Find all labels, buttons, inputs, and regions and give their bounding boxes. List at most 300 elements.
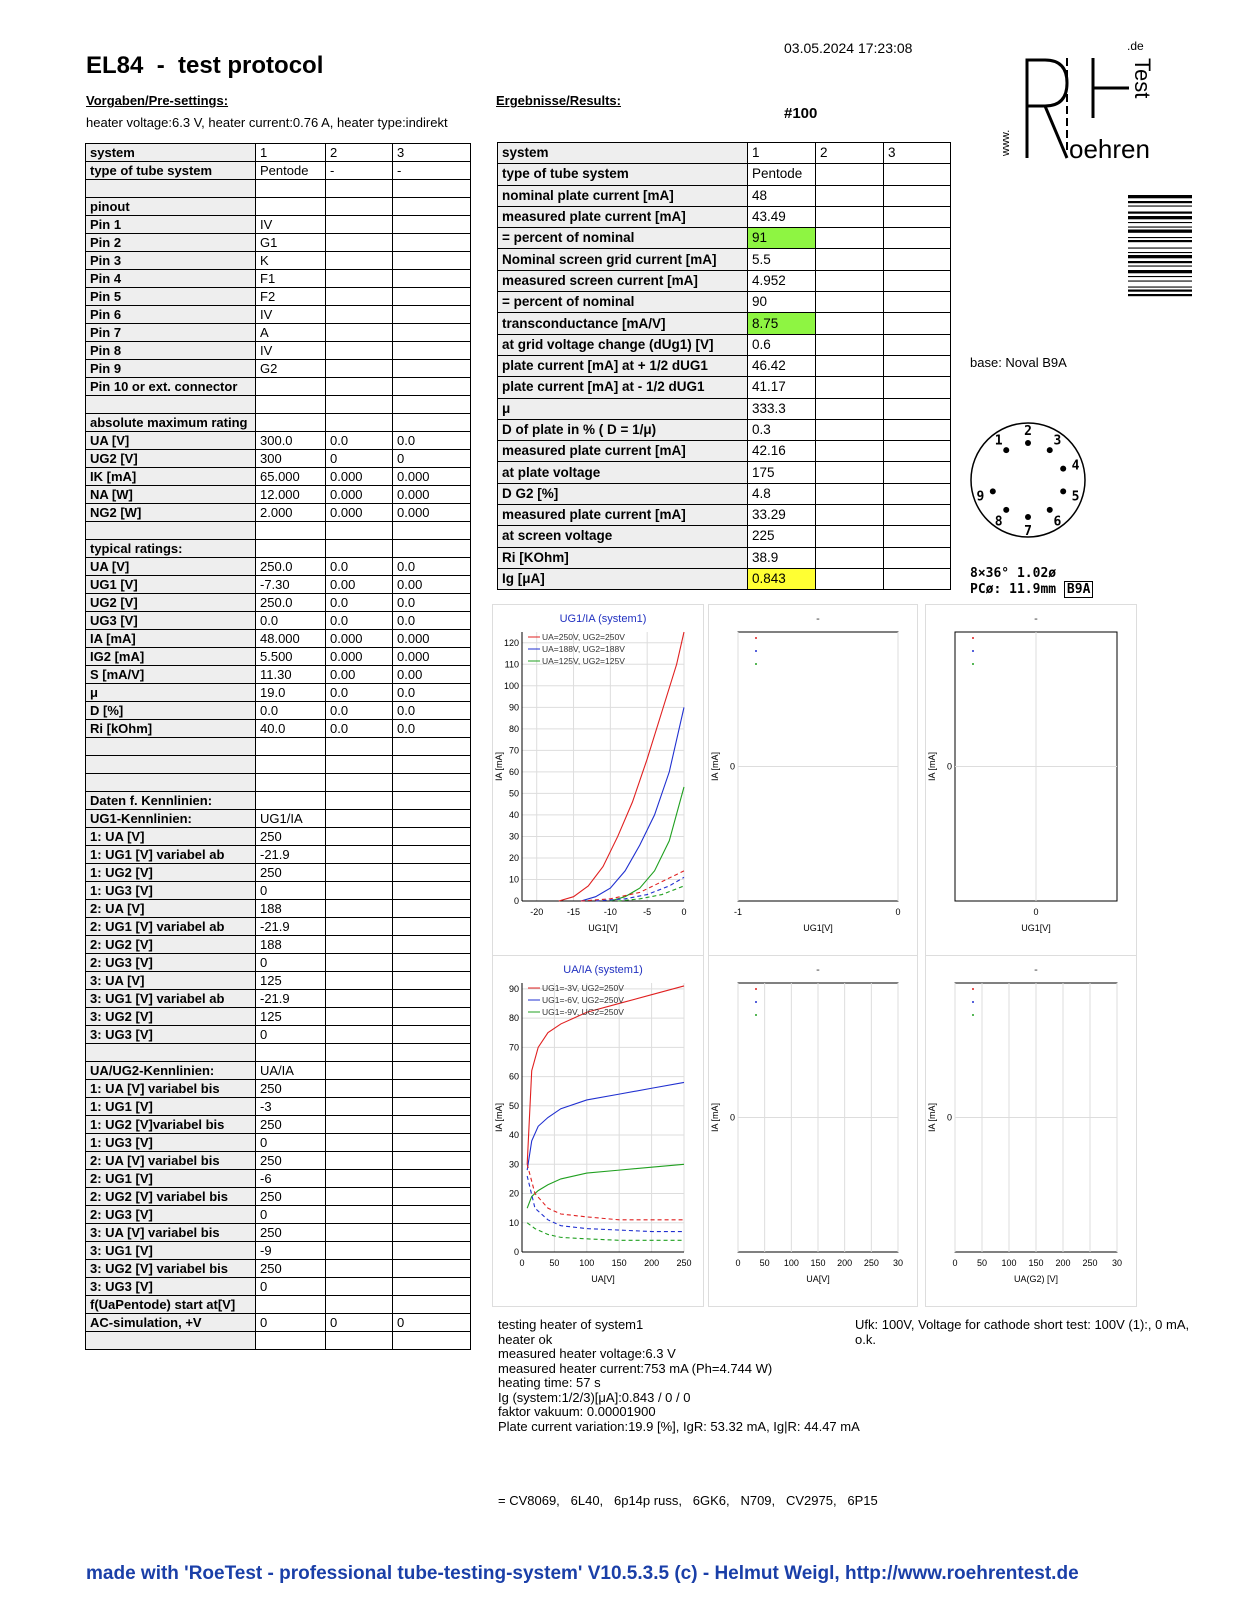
system-3-value: 0 (393, 1314, 471, 1332)
system-2-value (816, 377, 884, 398)
system-3-value (393, 738, 471, 756)
system-2-value (816, 419, 884, 440)
system-3-value: 0.0 (393, 432, 471, 450)
row-label (86, 1044, 256, 1062)
system-2-value (816, 292, 884, 313)
x-axis-label: UG1[V] (588, 923, 618, 933)
table-row (86, 594, 471, 612)
legend-dot (972, 988, 974, 990)
row-label: Ri [kOhm] (86, 720, 256, 738)
row-label: f(UaPentode) start at[V] (86, 1296, 256, 1314)
system-2-value (326, 180, 393, 198)
system-3-value: 0.000 (393, 630, 471, 648)
system-3-value (884, 228, 951, 249)
system-2-value (326, 1188, 393, 1206)
y-axis-label: IA [mA] (927, 751, 937, 782)
system-2-value (816, 441, 884, 462)
system-1-value: 90 (748, 292, 816, 313)
system-3-value (884, 164, 951, 185)
system-1-value: IV (256, 216, 326, 234)
system-2-value (326, 954, 393, 972)
row-label: absolute maximum rating (86, 414, 256, 432)
barcode-bar (1128, 237, 1192, 238)
x-tick-label: -15 (567, 907, 581, 917)
row-label: NA [W] (86, 486, 256, 504)
table-row (86, 1008, 471, 1026)
row-label: 3: UA [V] (86, 972, 256, 990)
pin-dot (1003, 507, 1009, 513)
system-3-value (393, 1188, 471, 1206)
x-tick-label: 200 (837, 1258, 853, 1268)
y-tick-label: 90 (508, 702, 519, 713)
system-2-value (816, 483, 884, 504)
table-row (498, 398, 951, 419)
system-3-value (393, 1044, 471, 1062)
row-label (86, 396, 256, 414)
system-1-value: 0.6 (748, 334, 816, 355)
report-line: measured heater voltage:6.3 V (498, 1346, 676, 1361)
system-2-value: 0 (326, 1314, 393, 1332)
row-label (86, 1332, 256, 1350)
system-3-value (884, 270, 951, 291)
x-tick-label: 0 (1033, 907, 1039, 917)
system-3-value: 3 (393, 144, 471, 162)
system-3-value (393, 378, 471, 396)
system-3-value (393, 234, 471, 252)
pin-number: 3 (1053, 433, 1062, 449)
y-axis-label: IA [mA] (710, 1102, 720, 1133)
barcode-bar (1128, 294, 1192, 296)
system-2-value (326, 216, 393, 234)
system-3-value (393, 1278, 471, 1296)
system-2-value (326, 1008, 393, 1026)
table-row (498, 441, 951, 462)
row-label: Pin 6 (86, 306, 256, 324)
system-1-value: 1 (256, 144, 326, 162)
system-1-value: 250 (256, 1116, 326, 1134)
legend-dot (755, 637, 757, 639)
row-label: 1: UA [V] (86, 828, 256, 846)
x-tick-label: 150 (1028, 1258, 1044, 1268)
pin-dot (990, 488, 996, 494)
system-1-value (256, 414, 326, 432)
system-3-value: 0 (393, 450, 471, 468)
x-tick-label: 250 (1082, 1258, 1098, 1268)
system-1-value: 4.952 (748, 270, 816, 291)
chart-ug1-ia-system3 (925, 604, 1137, 956)
report-line: heater ok (498, 1331, 553, 1347)
system-1-value: 2.000 (256, 504, 326, 522)
table-row (86, 450, 471, 468)
system-2-value (326, 936, 393, 954)
table-row (498, 334, 951, 355)
barcode-bar (1128, 276, 1192, 277)
system-2-value: 0.0 (326, 702, 393, 720)
system-1-value: -9 (256, 1242, 326, 1260)
system-3-value (393, 1224, 471, 1242)
table-row (498, 462, 951, 483)
system-2-value (326, 900, 393, 918)
system-2-value: 0.0 (326, 720, 393, 738)
system-3-value (393, 954, 471, 972)
series-line (527, 1082, 684, 1170)
cathode-short-test: Ufk: 100V, Voltage for cathode short test: 100V (1):, 0 mA, o.k. (855, 1317, 1190, 1347)
system-1-value: -3 (256, 1098, 326, 1116)
row-label: IK [mA] (86, 468, 256, 486)
chart-ug1-ia-system2 (708, 604, 918, 956)
system-3-value (884, 249, 951, 270)
table-row (86, 198, 471, 216)
y-tick-label: 0 (946, 1112, 952, 1123)
system-3-value (393, 414, 471, 432)
row-label: Pin 5 (86, 288, 256, 306)
system-3-value: 0.0 (393, 558, 471, 576)
system-2-value (326, 288, 393, 306)
system-2-value (326, 1080, 393, 1098)
y-tick-label: 30 (508, 1159, 519, 1170)
system-3-value (884, 526, 951, 547)
barcode (1128, 195, 1192, 317)
system-3-value (393, 1116, 471, 1134)
system-2-value (326, 1026, 393, 1044)
system-1-value: 11.30 (256, 666, 326, 684)
system-1-value: 300.0 (256, 432, 326, 450)
system-2-value (816, 164, 884, 185)
table-row (86, 1116, 471, 1134)
system-3-value: 0.000 (393, 486, 471, 504)
system-3-value (884, 462, 951, 483)
system-3-value (393, 756, 471, 774)
y-tick-label: 60 (508, 766, 519, 777)
system-3-value (884, 419, 951, 440)
table-row (86, 1260, 471, 1278)
system-3-value (884, 206, 951, 227)
chart-title: - (816, 964, 820, 976)
report-line: heating time: 57 s (498, 1375, 601, 1390)
system-2-value (326, 1152, 393, 1170)
barcode-bar (1128, 261, 1192, 263)
table-row (86, 1134, 471, 1152)
equivalent-tubes: = CV8069, 6L40, 6p14p russ, 6GK6, N709, CV2975, 6P15 (498, 1493, 878, 1508)
pin-caption-line2: PCø: 11.9mm (970, 582, 1057, 597)
row-label: Pin 8 (86, 342, 256, 360)
system-1-value: IV (256, 306, 326, 324)
noval-pin-diagram (968, 420, 1088, 540)
table-row (86, 630, 471, 648)
system-3-value: 0.0 (393, 702, 471, 720)
row-label: transconductance [mA/V] (498, 313, 748, 334)
table-row (86, 1152, 471, 1170)
table-row (498, 526, 951, 547)
row-label: 1: UG3 [V] (86, 1134, 256, 1152)
system-3-value (884, 313, 951, 334)
series-line (527, 1164, 684, 1208)
row-label: 2: UG3 [V] (86, 1206, 256, 1224)
table-row (498, 249, 951, 270)
system-2-value (326, 306, 393, 324)
pre-settings-heading: Vorgaben/Pre-settings: (86, 93, 229, 108)
system-3-value (393, 540, 471, 558)
table-row (86, 1044, 471, 1062)
row-label: measured plate current [mA] (498, 505, 748, 526)
table-row (498, 355, 951, 376)
system-2-value (326, 1296, 393, 1314)
y-tick-label: 40 (508, 1130, 519, 1141)
system-3-value (884, 355, 951, 376)
system-1-value (256, 756, 326, 774)
row-label: measured plate current [mA] (498, 206, 748, 227)
row-label: μ (498, 398, 748, 419)
table-row (86, 504, 471, 522)
system-1-value: A (256, 324, 326, 342)
system-3-value: 0.00 (393, 666, 471, 684)
row-label: UG1-Kennlinien: (86, 810, 256, 828)
table-row (86, 1278, 471, 1296)
system-3-value (393, 972, 471, 990)
y-axis-label: IA [mA] (494, 1102, 504, 1133)
row-label: UG3 [V] (86, 612, 256, 630)
row-label: Pin 3 (86, 252, 256, 270)
chart-title: - (1034, 613, 1038, 625)
barcode-bar (1128, 281, 1192, 282)
system-3-value (393, 846, 471, 864)
row-label (86, 756, 256, 774)
legend-dot (755, 663, 757, 665)
x-tick-label: 250 (863, 1258, 879, 1268)
row-label: Daten f. Kennlinien: (86, 792, 256, 810)
table-row (86, 234, 471, 252)
system-3-value (393, 918, 471, 936)
system-3-value (884, 483, 951, 504)
series-line (527, 1164, 684, 1220)
system-3-value (393, 522, 471, 540)
system-1-value: 250 (256, 1224, 326, 1242)
system-2-value (816, 313, 884, 334)
row-label: typical ratings: (86, 540, 256, 558)
row-label: 1: UG1 [V] (86, 1098, 256, 1116)
barcode-bar (1128, 266, 1192, 267)
table-row (498, 547, 951, 568)
x-tick-label: 50 (549, 1258, 560, 1268)
row-label: 1: UG2 [V]variabel bis (86, 1116, 256, 1134)
table-row (86, 180, 471, 198)
table-row (86, 1080, 471, 1098)
system-1-value: -21.9 (256, 846, 326, 864)
y-tick-label: 120 (503, 637, 519, 648)
system-2-value (816, 526, 884, 547)
table-row (86, 252, 471, 270)
system-2-value (326, 1278, 393, 1296)
y-tick-label: 0 (729, 761, 735, 772)
report-line: Plate current variation:19.9 [%], IgR: 53.32 mA, Ig|R: 44.47 mA (498, 1418, 860, 1434)
table-row (86, 432, 471, 450)
system-2-value (326, 414, 393, 432)
system-2-value (326, 1224, 393, 1242)
logo-www-text: www. (1000, 129, 1012, 156)
system-2-value (326, 882, 393, 900)
system-2-value (326, 360, 393, 378)
table-row (86, 738, 471, 756)
system-2-value (326, 1332, 393, 1350)
system-1-value: 0 (256, 1026, 326, 1044)
row-label: 3: UG3 [V] (86, 1026, 256, 1044)
x-tick-label: 50 (759, 1258, 770, 1268)
system-3-value: 0.000 (393, 648, 471, 666)
barcode-bar (1128, 287, 1192, 288)
y-tick-label: 40 (508, 809, 519, 820)
system-3-value (884, 185, 951, 206)
x-tick-label: -20 (530, 907, 544, 917)
table-row (498, 419, 951, 440)
system-3-value (393, 1206, 471, 1224)
report-line: faktor vakuum: 0.00001900 (498, 1404, 656, 1419)
table-row (86, 1062, 471, 1080)
row-label: nominal plate current [mA] (498, 185, 748, 206)
x-tick-label: 0 (952, 1258, 958, 1268)
y-tick-label: 10 (508, 1217, 519, 1228)
table-row (498, 143, 951, 164)
system-3-value: 0.000 (393, 468, 471, 486)
system-1-value: 125 (256, 1008, 326, 1026)
system-1-value: Pentode (256, 162, 326, 180)
pin-dot (1025, 440, 1031, 446)
system-3-value (393, 1062, 471, 1080)
system-3-value (393, 216, 471, 234)
y-tick-label: 0 (946, 761, 952, 772)
table-row (86, 1206, 471, 1224)
system-2-value (326, 810, 393, 828)
row-label: 3: UG1 [V] variabel ab (86, 990, 256, 1008)
row-label: UG2 [V] (86, 450, 256, 468)
system-1-value: 43.49 (748, 206, 816, 227)
chart-frame (709, 605, 918, 956)
row-label: at plate voltage (498, 462, 748, 483)
table-row (86, 306, 471, 324)
row-label: D G2 [%] (498, 483, 748, 504)
system-1-value: 65.000 (256, 468, 326, 486)
pin-number: 7 (1024, 524, 1032, 539)
system-1-value: 300 (256, 450, 326, 468)
system-3-value (393, 306, 471, 324)
row-label: type of tube system (86, 162, 256, 180)
legend-entry: UG1=-6V, UG2=250V (542, 995, 624, 1005)
table-row (86, 396, 471, 414)
y-tick-label: 10 (508, 874, 519, 885)
system-3-value (393, 198, 471, 216)
barcode-bar (1128, 216, 1192, 219)
system-2-value (326, 1134, 393, 1152)
system-1-value: 0.3 (748, 419, 816, 440)
y-tick-label: 60 (508, 1071, 519, 1082)
table-row (86, 1170, 471, 1188)
series-line (559, 632, 684, 901)
footer-credit: made with 'RoeTest - professional tube-testing-system' V10.5.3.5 (c) - Helmut Weigl, http://www.roehrentest.de (86, 1563, 1079, 1584)
system-3-value: - (393, 162, 471, 180)
system-2-value (326, 270, 393, 288)
table-row (498, 206, 951, 227)
x-axis-label: UA[V] (806, 1274, 830, 1284)
row-label: system (498, 143, 748, 164)
system-1-value: 0 (256, 1314, 326, 1332)
table-row (86, 522, 471, 540)
system-3-value (393, 270, 471, 288)
system-3-value (393, 810, 471, 828)
system-2-value (326, 792, 393, 810)
system-2-value (326, 1242, 393, 1260)
table-row (498, 483, 951, 504)
pin-dot (1025, 514, 1031, 520)
chart-ua-ia-system3 (925, 955, 1137, 1307)
system-1-value: 333.3 (748, 398, 816, 419)
system-3-value (393, 1134, 471, 1152)
row-label: plate current [mA] at - 1/2 dUG1 (498, 377, 748, 398)
system-3-value (393, 1332, 471, 1350)
table-row (86, 648, 471, 666)
row-label (86, 522, 256, 540)
system-1-value (256, 396, 326, 414)
table-row (498, 377, 951, 398)
legend-dot (972, 650, 974, 652)
legend-dot (972, 1014, 974, 1016)
table-row (86, 828, 471, 846)
table-row (86, 216, 471, 234)
system-2-value: 0.00 (326, 666, 393, 684)
x-tick-label: 200 (644, 1258, 660, 1268)
x-tick-label: 150 (611, 1258, 627, 1268)
y-tick-label: 0 (513, 896, 519, 906)
system-2-value: 2 (816, 143, 884, 164)
report-line: measured heater current:753 mA (Ph=4.744 W) (498, 1360, 773, 1376)
system-1-value: G1 (256, 234, 326, 252)
x-tick-label: 100 (1001, 1258, 1017, 1268)
table-row (86, 1314, 471, 1332)
system-1-value: 125 (256, 972, 326, 990)
barcode-bar (1128, 222, 1192, 223)
system-2-value (326, 252, 393, 270)
table-row (86, 1224, 471, 1242)
system-1-value: 0.0 (256, 702, 326, 720)
x-axis-label: UG1[V] (1021, 923, 1051, 933)
system-1-value: IV (256, 342, 326, 360)
series-line (581, 707, 684, 901)
system-1-value: UG1/IA (256, 810, 326, 828)
system-3-value (393, 1080, 471, 1098)
system-2-value: 2 (326, 144, 393, 162)
base-label: base: Noval B9A (970, 355, 1067, 370)
results-table (497, 142, 951, 590)
x-tick-label: 100 (579, 1258, 595, 1268)
system-1-value: 1 (748, 143, 816, 164)
system-2-value (326, 1044, 393, 1062)
system-3-value (393, 288, 471, 306)
row-label: IA [mA] (86, 630, 256, 648)
system-2-value: 0.000 (326, 648, 393, 666)
x-tick-label: 0 (519, 1258, 525, 1268)
barcode-bar (1128, 212, 1192, 214)
row-label: measured screen current [mA] (498, 270, 748, 291)
system-3-value (393, 1296, 471, 1314)
row-label: 1: UG3 [V] (86, 882, 256, 900)
row-label: measured plate current [mA] (498, 441, 748, 462)
system-2-value (326, 972, 393, 990)
system-1-value: 4.8 (748, 483, 816, 504)
system-1-value: 8.75 (748, 313, 816, 334)
system-1-value: 225 (748, 526, 816, 547)
pin-number: 5 (1071, 489, 1080, 505)
row-label: AC-simulation, +V (86, 1314, 256, 1332)
table-row (86, 144, 471, 162)
system-1-value: 250 (256, 1080, 326, 1098)
